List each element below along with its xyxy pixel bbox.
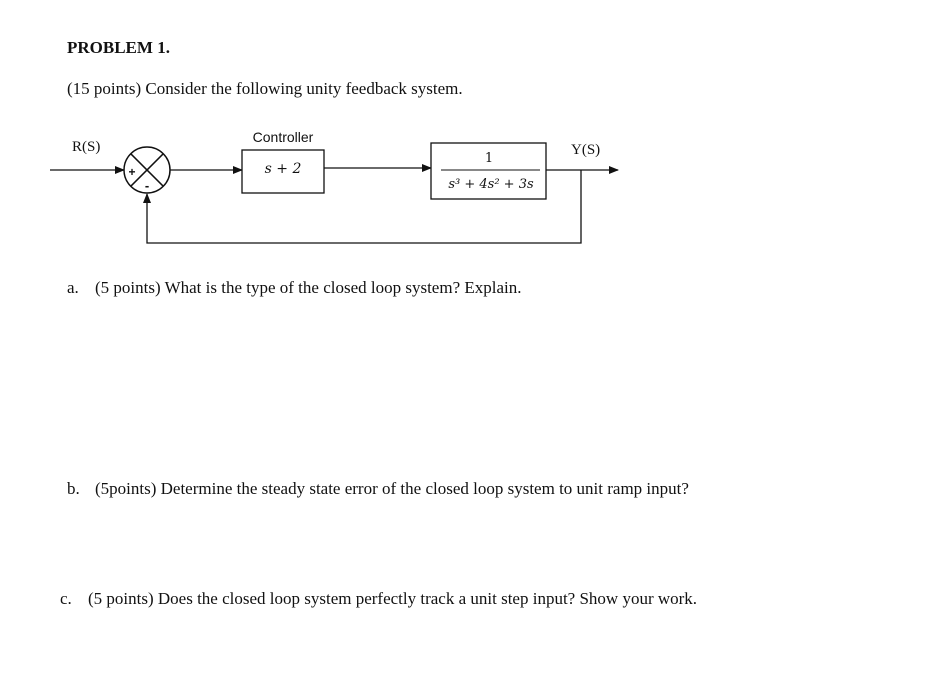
question-b-marker: b.	[67, 479, 80, 498]
question-a-text: (5 points) What is the type of the closed loop system? Explain.	[95, 278, 522, 297]
output-label: Y(S)	[571, 142, 601, 158]
problem-intro: (15 points) Consider the following unity feedback system.	[67, 79, 463, 98]
question-b-text: (5points) Determine the steady state error of the closed loop system to unit ramp input?	[95, 479, 689, 498]
block-diagram	[0, 0, 938, 300]
summing-minus-sign: -	[144, 178, 150, 193]
question-c-marker: c.	[60, 589, 72, 608]
controller-label: Controller	[252, 129, 314, 145]
question-b	[67, 479, 689, 499]
input-label: R(S)	[72, 139, 101, 155]
question-c-text: (5 points) Does the closed loop system perfectly track a unit step input? Show your work.	[88, 589, 698, 608]
problem-title: PROBLEM 1.	[67, 38, 170, 57]
question-c	[60, 589, 697, 609]
plant-numerator: 1	[484, 151, 494, 166]
summing-plus-sign: +	[128, 165, 136, 179]
question-a-marker: a.	[67, 278, 79, 297]
plant-denominator: s³ + 4s² + 3s	[448, 177, 534, 192]
summing-junction	[124, 147, 170, 193]
question-a	[67, 278, 522, 298]
controller-transfer-function: s + 2	[264, 161, 302, 177]
